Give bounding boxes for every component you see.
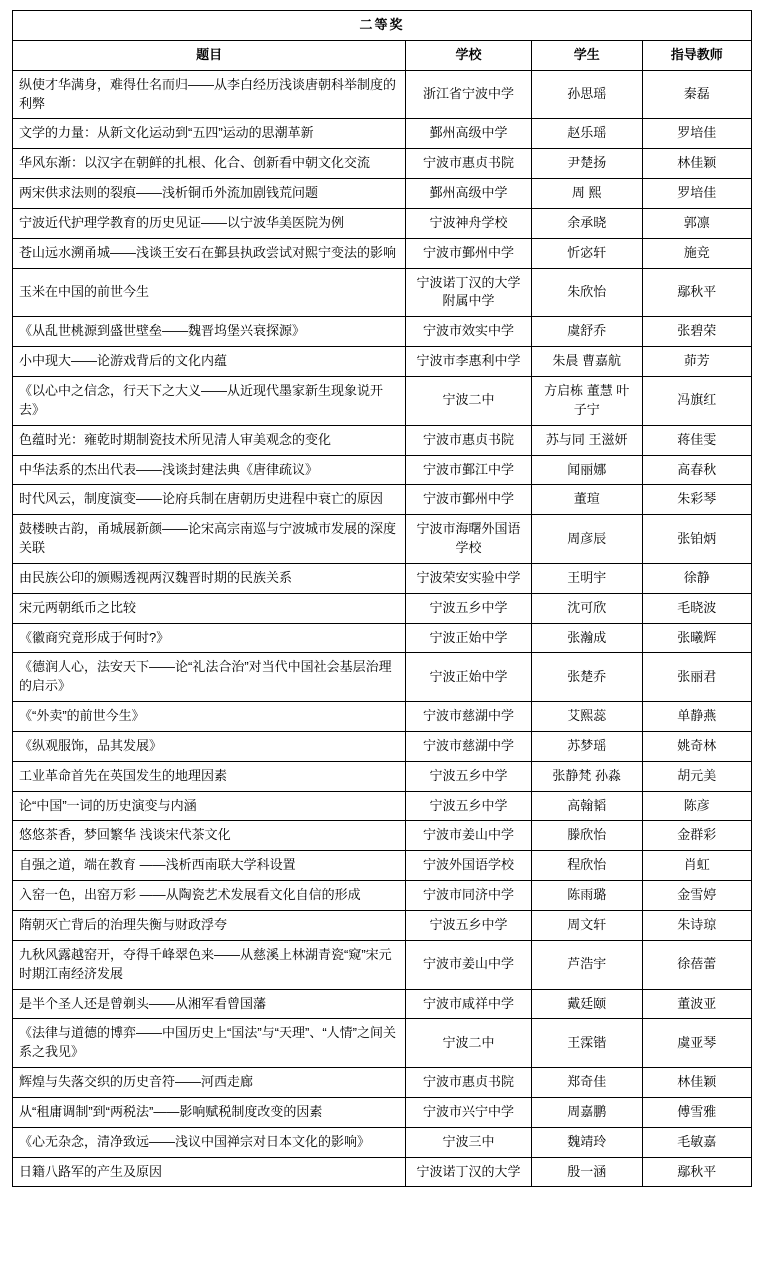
cell-teacher: 郭凛 xyxy=(642,208,751,238)
column-header-student: 学生 xyxy=(531,40,642,70)
cell-school: 宁波二中 xyxy=(406,1019,532,1068)
table-row xyxy=(13,821,752,851)
cell-student: 孙思瑶 xyxy=(531,70,642,119)
table-row xyxy=(13,238,752,268)
cell-student: 方启栋 董慧 叶子宁 xyxy=(531,376,642,425)
cell-title: 由民族公印的颁赐透视两汉魏晋时期的民族关系 xyxy=(13,563,406,593)
cell-school: 宁波市兴宁中学 xyxy=(406,1097,532,1127)
cell-teacher: 蒋佳雯 xyxy=(642,425,751,455)
cell-student: 赵乐瑶 xyxy=(531,119,642,149)
table-row xyxy=(13,1157,752,1187)
cell-student: 沈可欣 xyxy=(531,593,642,623)
cell-school: 宁波市效实中学 xyxy=(406,317,532,347)
cell-teacher: 冯旗红 xyxy=(642,376,751,425)
cell-teacher: 张铂炳 xyxy=(642,515,751,564)
cell-title: 华风东渐：以汉字在朝鲜的扎根、化合、创新看中朝文化交流 xyxy=(13,149,406,179)
table-row xyxy=(13,347,752,377)
cell-student: 周文轩 xyxy=(531,911,642,941)
cell-student: 王明宇 xyxy=(531,563,642,593)
cell-student: 滕欣怡 xyxy=(531,821,642,851)
cell-school: 宁波市姜山中学 xyxy=(406,940,532,989)
cell-school: 宁波外国语学校 xyxy=(406,851,532,881)
cell-teacher: 金雪婷 xyxy=(642,881,751,911)
table-row xyxy=(13,208,752,238)
cell-school: 宁波二中 xyxy=(406,376,532,425)
cell-title: 日籍八路军的产生及原因 xyxy=(13,1157,406,1187)
cell-title: 鼓楼映古韵，甬城展新颜——论宋高宗南巡与宁波城市发展的深度关联 xyxy=(13,515,406,564)
cell-title: 苍山远水溯甬城——浅谈王安石在鄞县执政尝试对熙宁变法的影响 xyxy=(13,238,406,268)
cell-school: 宁波五乡中学 xyxy=(406,911,532,941)
cell-teacher: 陈彦 xyxy=(642,791,751,821)
cell-teacher: 毛敏嘉 xyxy=(642,1127,751,1157)
column-header-teacher: 指导教师 xyxy=(642,40,751,70)
table-row xyxy=(13,911,752,941)
table-title-row xyxy=(13,11,752,41)
cell-school: 宁波诺丁汉的大学附属中学 xyxy=(406,268,532,317)
cell-student: 殷一涵 xyxy=(531,1157,642,1187)
cell-student: 朱欣怡 xyxy=(531,268,642,317)
cell-teacher: 茆芳 xyxy=(642,347,751,377)
cell-school: 宁波市慈湖中学 xyxy=(406,731,532,761)
cell-school: 宁波五乡中学 xyxy=(406,761,532,791)
page-title: 二等奖 xyxy=(13,11,752,41)
cell-teacher: 单静燕 xyxy=(642,702,751,732)
cell-school: 宁波市鄞江中学 xyxy=(406,455,532,485)
cell-school: 鄞州高级中学 xyxy=(406,119,532,149)
cell-teacher: 朱诗琼 xyxy=(642,911,751,941)
cell-student: 虞舒乔 xyxy=(531,317,642,347)
cell-school: 宁波诺丁汉的大学 xyxy=(406,1157,532,1187)
award-table xyxy=(12,10,752,1187)
table-row xyxy=(13,623,752,653)
cell-school: 宁波市李惠利中学 xyxy=(406,347,532,377)
table-row xyxy=(13,1097,752,1127)
cell-teacher: 鄢秋平 xyxy=(642,268,751,317)
table-row xyxy=(13,1019,752,1068)
cell-teacher: 虞亚琴 xyxy=(642,1019,751,1068)
table-row xyxy=(13,515,752,564)
table-row xyxy=(13,179,752,209)
table-row xyxy=(13,268,752,317)
cell-title: 入窑一色，出窑万彩 ——从陶瓷艺术发展看文化自信的形成 xyxy=(13,881,406,911)
cell-school: 宁波市同济中学 xyxy=(406,881,532,911)
cell-teacher: 张丽君 xyxy=(642,653,751,702)
cell-title: 宁波近代护理学教育的历史见证——以宁波华美医院为例 xyxy=(13,208,406,238)
cell-school: 宁波市惠贞书院 xyxy=(406,425,532,455)
cell-student: 戴廷颐 xyxy=(531,989,642,1019)
cell-teacher: 胡元美 xyxy=(642,761,751,791)
cell-title: 是半个圣人还是曾剃头——从湘军看曾国藩 xyxy=(13,989,406,1019)
cell-title: 文学的力量：从新文化运动到“五四”运动的思潮革新 xyxy=(13,119,406,149)
cell-student: 张静梵 孙淼 xyxy=(531,761,642,791)
cell-student: 高翰韬 xyxy=(531,791,642,821)
cell-title: 九秋风露越窑开，夺得千峰翠色来——从慈溪上林湖青瓷“窥”宋元时期江南经济发展 xyxy=(13,940,406,989)
table-row xyxy=(13,70,752,119)
column-header-school: 学校 xyxy=(406,40,532,70)
table-row xyxy=(13,485,752,515)
table-header-row xyxy=(13,40,752,70)
cell-student: 忻宓轩 xyxy=(531,238,642,268)
cell-teacher: 肖虹 xyxy=(642,851,751,881)
cell-school: 宁波市惠贞书院 xyxy=(406,149,532,179)
cell-title: 纵使才华满身，难得仕名而归——从李白经历浅谈唐朝科举制度的利弊 xyxy=(13,70,406,119)
table-row xyxy=(13,119,752,149)
cell-student: 芦浩宇 xyxy=(531,940,642,989)
cell-title: 《徽商究竟形成于何时?》 xyxy=(13,623,406,653)
cell-student: 苏梦瑶 xyxy=(531,731,642,761)
cell-teacher: 董波亚 xyxy=(642,989,751,1019)
cell-school: 宁波市鄞州中学 xyxy=(406,238,532,268)
table-row xyxy=(13,851,752,881)
cell-teacher: 罗培佳 xyxy=(642,179,751,209)
cell-school: 宁波神舟学校 xyxy=(406,208,532,238)
cell-student: 魏靖玲 xyxy=(531,1127,642,1157)
cell-title: 时代风云，制度演变——论府兵制在唐朝历史进程中衰亡的原因 xyxy=(13,485,406,515)
cell-title: 两宋供求法则的裂痕——浅析铜币外流加剧钱荒问题 xyxy=(13,179,406,209)
cell-school: 浙江省宁波中学 xyxy=(406,70,532,119)
cell-student: 张瀚成 xyxy=(531,623,642,653)
table-row xyxy=(13,791,752,821)
cell-student: 周彦辰 xyxy=(531,515,642,564)
cell-title: 从“租庸调制”到“两税法”——影响赋税制度改变的因素 xyxy=(13,1097,406,1127)
cell-student: 董瑄 xyxy=(531,485,642,515)
table-row xyxy=(13,455,752,485)
cell-student: 朱晨 曹嘉航 xyxy=(531,347,642,377)
cell-student: 陈雨璐 xyxy=(531,881,642,911)
table-row xyxy=(13,761,752,791)
cell-teacher: 张曦辉 xyxy=(642,623,751,653)
cell-title: 色蕴时光：雍乾时期制瓷技术所见清人审美观念的变化 xyxy=(13,425,406,455)
cell-teacher: 林佳颖 xyxy=(642,1068,751,1098)
table-row xyxy=(13,940,752,989)
column-header-title: 题目 xyxy=(13,40,406,70)
cell-school: 宁波正始中学 xyxy=(406,653,532,702)
cell-school: 宁波五乡中学 xyxy=(406,791,532,821)
cell-teacher: 姚奇林 xyxy=(642,731,751,761)
table-row xyxy=(13,989,752,1019)
cell-school: 宁波正始中学 xyxy=(406,623,532,653)
cell-teacher: 徐静 xyxy=(642,563,751,593)
cell-school: 宁波市咸祥中学 xyxy=(406,989,532,1019)
cell-title: 《从乱世桃源到盛世壁垒——魏晋坞堡兴衰探源》 xyxy=(13,317,406,347)
table-row xyxy=(13,1127,752,1157)
cell-teacher: 施竞 xyxy=(642,238,751,268)
cell-teacher: 张碧荣 xyxy=(642,317,751,347)
cell-title: 《“外卖”的前世今生》 xyxy=(13,702,406,732)
cell-title: 工业革命首先在英国发生的地理因素 xyxy=(13,761,406,791)
cell-title: 《纵观服饰，品其发展》 xyxy=(13,731,406,761)
cell-title: 论“中国”一词的历史演变与内涵 xyxy=(13,791,406,821)
cell-student: 余承晓 xyxy=(531,208,642,238)
cell-student: 尹楚扬 xyxy=(531,149,642,179)
cell-title: 《法律与道德的博弈——中国历史上“国法”与“天理”、“人情”之间关系之我见》 xyxy=(13,1019,406,1068)
table-row xyxy=(13,881,752,911)
cell-teacher: 徐蓓蕾 xyxy=(642,940,751,989)
cell-school: 鄞州高级中学 xyxy=(406,179,532,209)
cell-teacher: 秦磊 xyxy=(642,70,751,119)
cell-title: 玉米在中国的前世今生 xyxy=(13,268,406,317)
cell-student: 苏与同 王滋妍 xyxy=(531,425,642,455)
cell-student: 周嘉鹏 xyxy=(531,1097,642,1127)
table-row xyxy=(13,563,752,593)
cell-teacher: 罗培佳 xyxy=(642,119,751,149)
cell-school: 宁波五乡中学 xyxy=(406,593,532,623)
cell-student: 闻丽娜 xyxy=(531,455,642,485)
cell-student: 程欣怡 xyxy=(531,851,642,881)
cell-student: 郑奇佳 xyxy=(531,1068,642,1098)
table-row xyxy=(13,149,752,179)
cell-title: 《心无杂念，清净致远——浅议中国禅宗对日本文化的影响》 xyxy=(13,1127,406,1157)
cell-school: 宁波市姜山中学 xyxy=(406,821,532,851)
cell-title: 《以心中之信念，行天下之大义——从近现代墨家新生现象说开去》 xyxy=(13,376,406,425)
table-body xyxy=(13,11,752,1187)
cell-school: 宁波荣安实验中学 xyxy=(406,563,532,593)
cell-student: 艾熙蕊 xyxy=(531,702,642,732)
cell-school: 宁波市海曙外国语学校 xyxy=(406,515,532,564)
cell-title: 《德润人心，法安天下——论“礼法合治”对当代中国社会基层治理的启示》 xyxy=(13,653,406,702)
table-row xyxy=(13,317,752,347)
cell-title: 自强之道，端在教育 ——浅析西南联大学科设置 xyxy=(13,851,406,881)
table-row xyxy=(13,653,752,702)
cell-title: 辉煌与失落交织的历史音符——河西走廊 xyxy=(13,1068,406,1098)
cell-school: 宁波三中 xyxy=(406,1127,532,1157)
cell-teacher: 鄢秋平 xyxy=(642,1157,751,1187)
cell-title: 悠悠茶香，梦回繁华 浅谈宋代茶文化 xyxy=(13,821,406,851)
cell-student: 王霂锴 xyxy=(531,1019,642,1068)
table-row xyxy=(13,376,752,425)
cell-teacher: 金群彩 xyxy=(642,821,751,851)
cell-teacher: 傅雪雅 xyxy=(642,1097,751,1127)
cell-student: 周 熙 xyxy=(531,179,642,209)
cell-title: 中华法系的杰出代表——浅谈封建法典《唐律疏议》 xyxy=(13,455,406,485)
cell-title: 宋元两朝纸币之比较 xyxy=(13,593,406,623)
cell-teacher: 高春秋 xyxy=(642,455,751,485)
cell-title: 隋朝灭亡背后的治理失衡与财政浮夸 xyxy=(13,911,406,941)
table-row xyxy=(13,731,752,761)
cell-school: 宁波市慈湖中学 xyxy=(406,702,532,732)
table-row xyxy=(13,702,752,732)
table-row xyxy=(13,1068,752,1098)
cell-title: 小中现大——论游戏背后的文化内蕴 xyxy=(13,347,406,377)
cell-teacher: 林佳颖 xyxy=(642,149,751,179)
cell-school: 宁波市鄞州中学 xyxy=(406,485,532,515)
cell-school: 宁波市惠贞书院 xyxy=(406,1068,532,1098)
cell-teacher: 毛晓波 xyxy=(642,593,751,623)
table-row xyxy=(13,593,752,623)
table-row xyxy=(13,425,752,455)
cell-teacher: 朱彩琴 xyxy=(642,485,751,515)
cell-student: 张楚乔 xyxy=(531,653,642,702)
